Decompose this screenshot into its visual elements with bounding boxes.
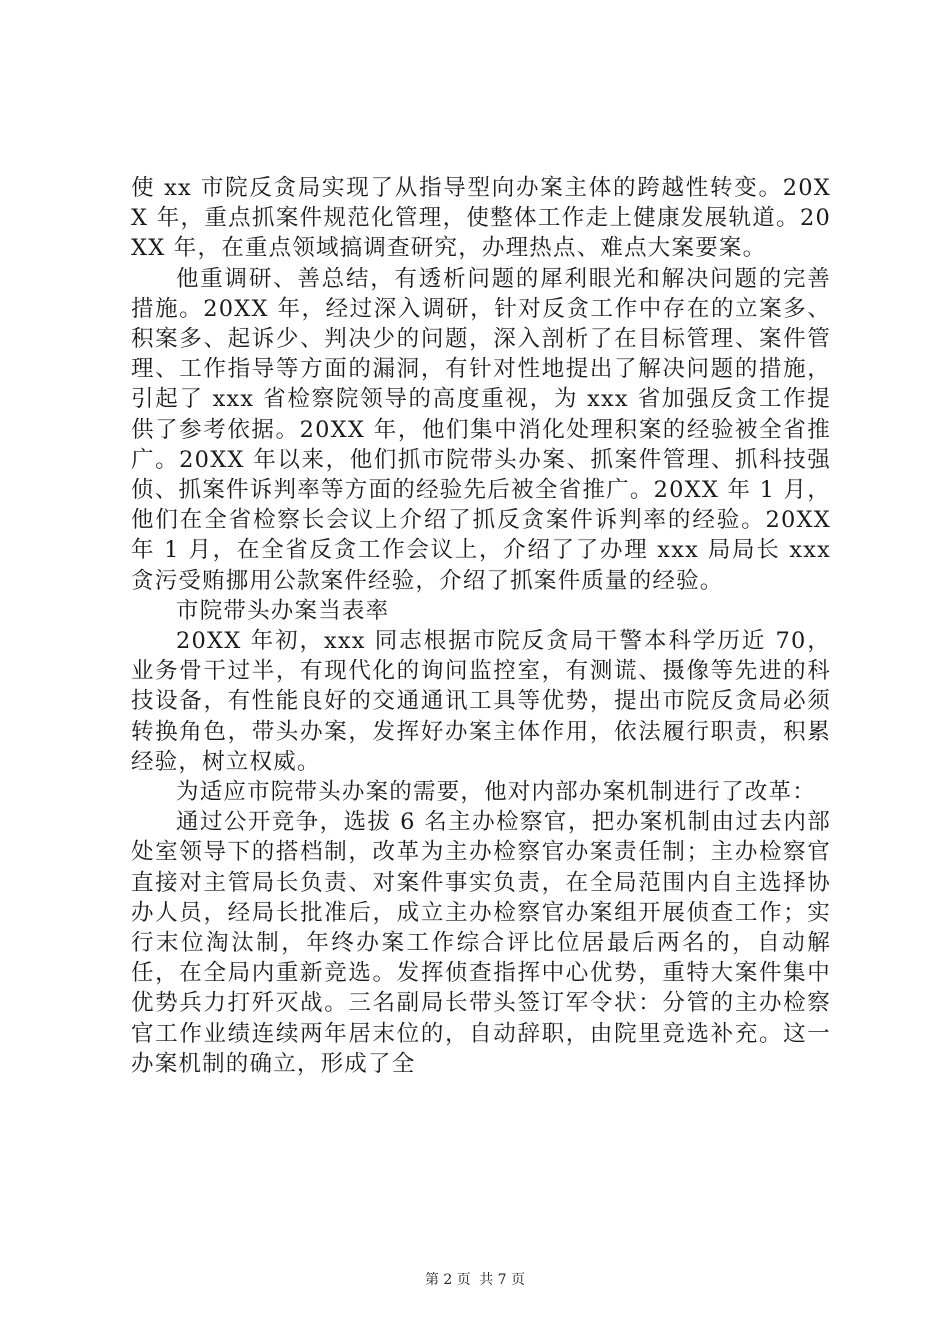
document-body (131, 173, 831, 1079)
section-heading: 市院带头办案当表率 (176, 597, 390, 624)
page-total: 共 7 页 (479, 1272, 526, 1288)
paragraph-reform-details: 通过公开竞争，选拔 6 名主办检察官，把办案机制由过去内部处室领导下的搭档制，改革为主办检察官办案责任制；主办检察官直接对主管局长负责、对案件事实负责，在全局范围内自主选择协办人员，经局长批准后，成立主办检察官办案组开展侦查工作；实行末位淘汰制，年终办案工作综合评比位居最后两名的，自动解任，在全局内重新竞选。发挥侦查指挥中心优势，重特大案件集中优势兵力打歼灭战。三名副局长带头签订军令状：分管的主办检察官工作业绩连续两年居末位的，自动辞职，由院里竞选补充。这一办案机制的确立，形成了全 (131, 809, 831, 1077)
paragraph-lead-cases: 20XX 年初，xxx 同志根据市院反贪局干警本科学历近 70，业务骨干过半，有现代化的询问监控室，有测谎、摄像等先进的科技设备，有性能良好的交通通讯工具等优势，提出市院反贪局必须转换角色，带头办案，发挥好办案主体作用，依法履行职责，积累经验，树立权威。 (131, 628, 831, 775)
page-number: 第 2 页 (424, 1272, 471, 1288)
paragraph-reform-intro: 为适应市院带头办案的需要，他对内部办案机制进行了改革： (176, 779, 816, 806)
paragraph-research: 他重调研、善总结，有透析问题的犀利眼光和解决问题的完善措施。20XX 年，经过深入调研，针对反贪工作中存在的立案多、积案多、起诉少、判决少的问题，深入剖析了在目标管理、案件管理、工作指导等方面的漏洞，有针对性地提出了解决问题的措施，引起了 xxx 省检察院领导的高度重视，为 xxx 省加强反贪工作提供了参考依据。20XX 年，他们集中消化处理积案的经验被全省推广。20XX 年以来，他们抓市院带头办案、抓案件管理、抓科技强侦、抓案件诉判率等方面的经验先后被全省推广。20XX 年 1 月，他们在全省检察长会议上介绍了抓反贪案件诉判率的经验。20XX 年 1 月，在全省反贪工作会议上，介绍了了办理 xxx 局局长 xxx 贪污受贿挪用公款案件经验，介绍了抓案件质量的经验。 (131, 265, 831, 594)
paragraph-continuation: 使 xx 市院反贪局实现了从指导型向办案主体的跨越性转变。20XX 年，重点抓案件规范化管理，使整体工作走上健康发展轨道。20XX 年，在重点领域搞调查研究，办理热点、难点大案要案。 (131, 175, 831, 262)
page-footer (0, 1271, 950, 1289)
